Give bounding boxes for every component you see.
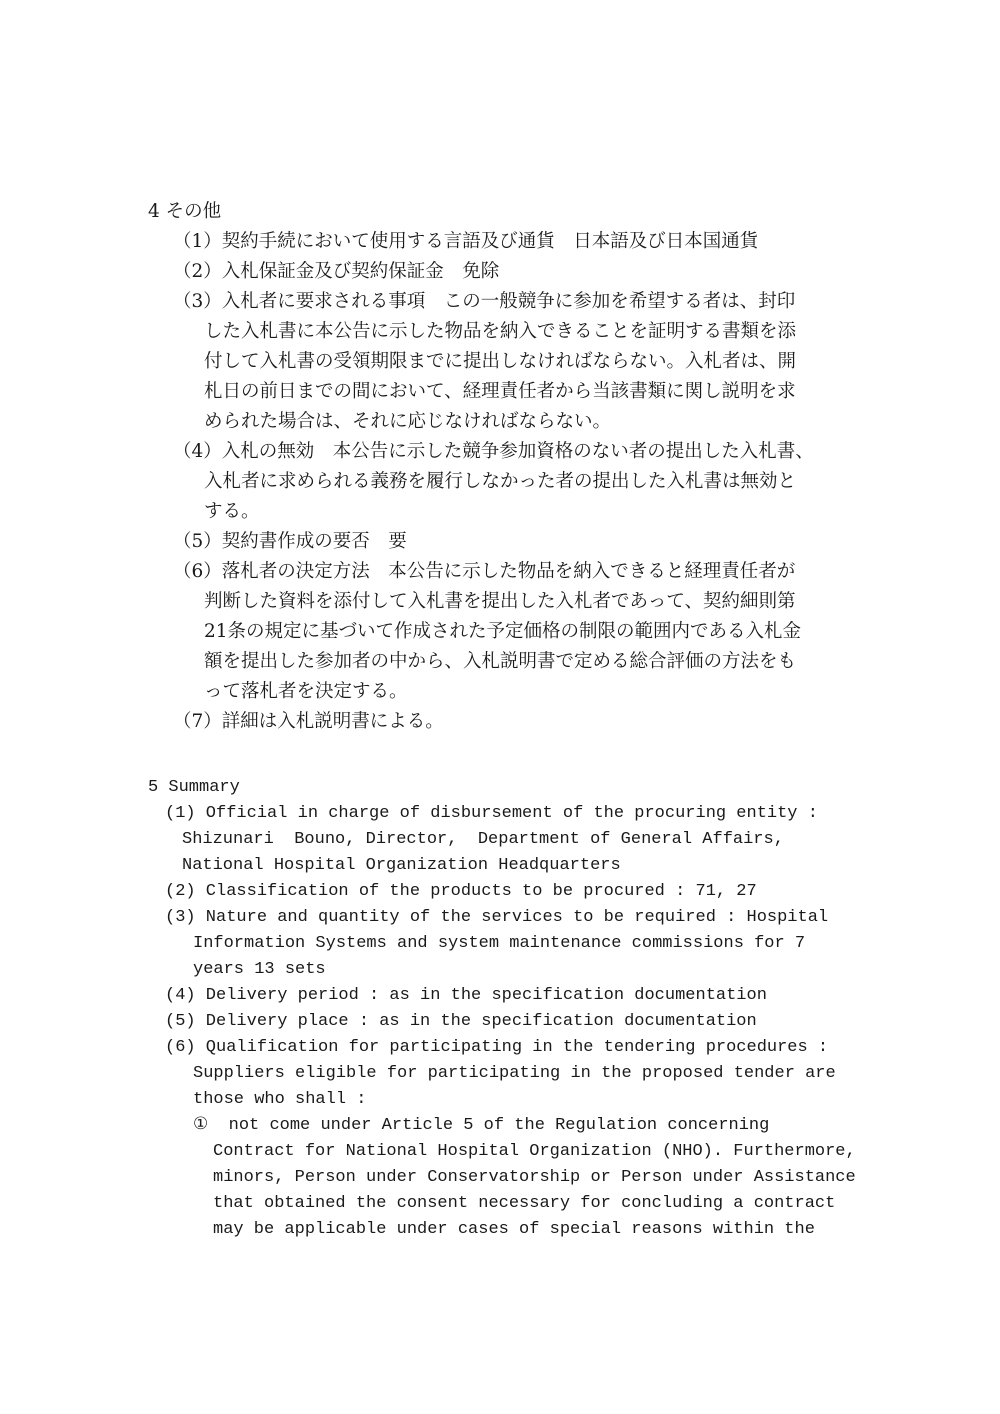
text-line: those who shall :: [193, 1090, 367, 1109]
text-line: （5）契約書作成の要否 要: [173, 531, 407, 552]
text-line: （6）落札者の決定方法 本公告に示した物品を納入できると経理責任者が: [173, 561, 796, 582]
text-line: (2) Classification of the products to be procured : 71, 27: [165, 882, 757, 901]
text-line: 付して入札書の受領期限までに提出しなければならない。入札者は、開: [204, 351, 797, 372]
text-line: 額を提出した参加者の中から、入札説明書で定める総合評価の方法をも: [204, 651, 797, 672]
text-line: Suppliers eligible for participating in the proposed tender are: [193, 1064, 836, 1083]
text-line: 札日の前日までの間において、経理責任者から当該書類に関し説明を求: [204, 381, 796, 402]
text-line: (5) Delivery place : as in the specification documentation: [165, 1012, 757, 1031]
text-line: （4）入札の無効 本公告に示した競争参加資格のない者の提出した入札書、: [173, 441, 814, 462]
text-line: （1）契約手続において使用する言語及び通貨 日本語及び日本国通貨: [173, 231, 759, 252]
text-line: minors, Person under Conservatorship or Person under Assistance: [213, 1168, 856, 1187]
text-line: 入札者に求められる義務を履行しなかった者の提出した入札書は無効と: [204, 471, 797, 492]
text-line: する。: [204, 501, 260, 522]
text-line: められた場合は、それに応じなければならない。: [204, 411, 612, 432]
text-line: (4) Delivery period : as in the specification documentation: [165, 986, 767, 1005]
text-line: National Hospital Organization Headquarters: [182, 856, 621, 875]
text-line: （2）入札保証金及び契約保証金 免除: [173, 261, 500, 282]
text-line: 判断した資料を添付して入札書を提出した入札者であって、契約細則第: [204, 591, 796, 612]
text-line: Contract for National Hospital Organization (NHO). Furthermore,: [213, 1142, 856, 1161]
text-line: years 13 sets: [193, 960, 326, 979]
text-line: ① not come under Article 5 of the Regulation concerning: [193, 1116, 770, 1135]
text-line: (6) Qualification for participating in the tendering procedures :: [165, 1038, 829, 1057]
text-line: した入札書に本公告に示した物品を納入できることを証明する書類を添: [204, 321, 797, 342]
text-line: Shizunari Bouno, Director, Department of General Affairs,: [182, 830, 784, 849]
text-line: 21条の規定に基づいて作成された予定価格の制限の範囲内である入札金: [204, 621, 802, 642]
text-line: （7）詳細は入札説明書による。: [173, 711, 444, 732]
text-line: that obtained the consent necessary for concluding a contract: [213, 1194, 836, 1213]
text-line: って落札者を決定する。: [204, 681, 408, 702]
text-line: Information Systems and system maintenance commissions for 7: [193, 934, 806, 953]
section-5-heading: 5 Summary: [148, 778, 240, 797]
text-line: （3）入札者に要求される事項 この一般競争に参加を希望する者は、封印: [173, 291, 796, 312]
text-line: (1) Official in charge of disbursement of the procuring entity :: [165, 804, 818, 823]
text-line: (3) Nature and quantity of the services to be required : Hospital: [165, 908, 829, 927]
section-4-heading: 4 その他: [148, 201, 222, 222]
text-line: may be applicable under cases of special reasons within the: [213, 1220, 815, 1239]
